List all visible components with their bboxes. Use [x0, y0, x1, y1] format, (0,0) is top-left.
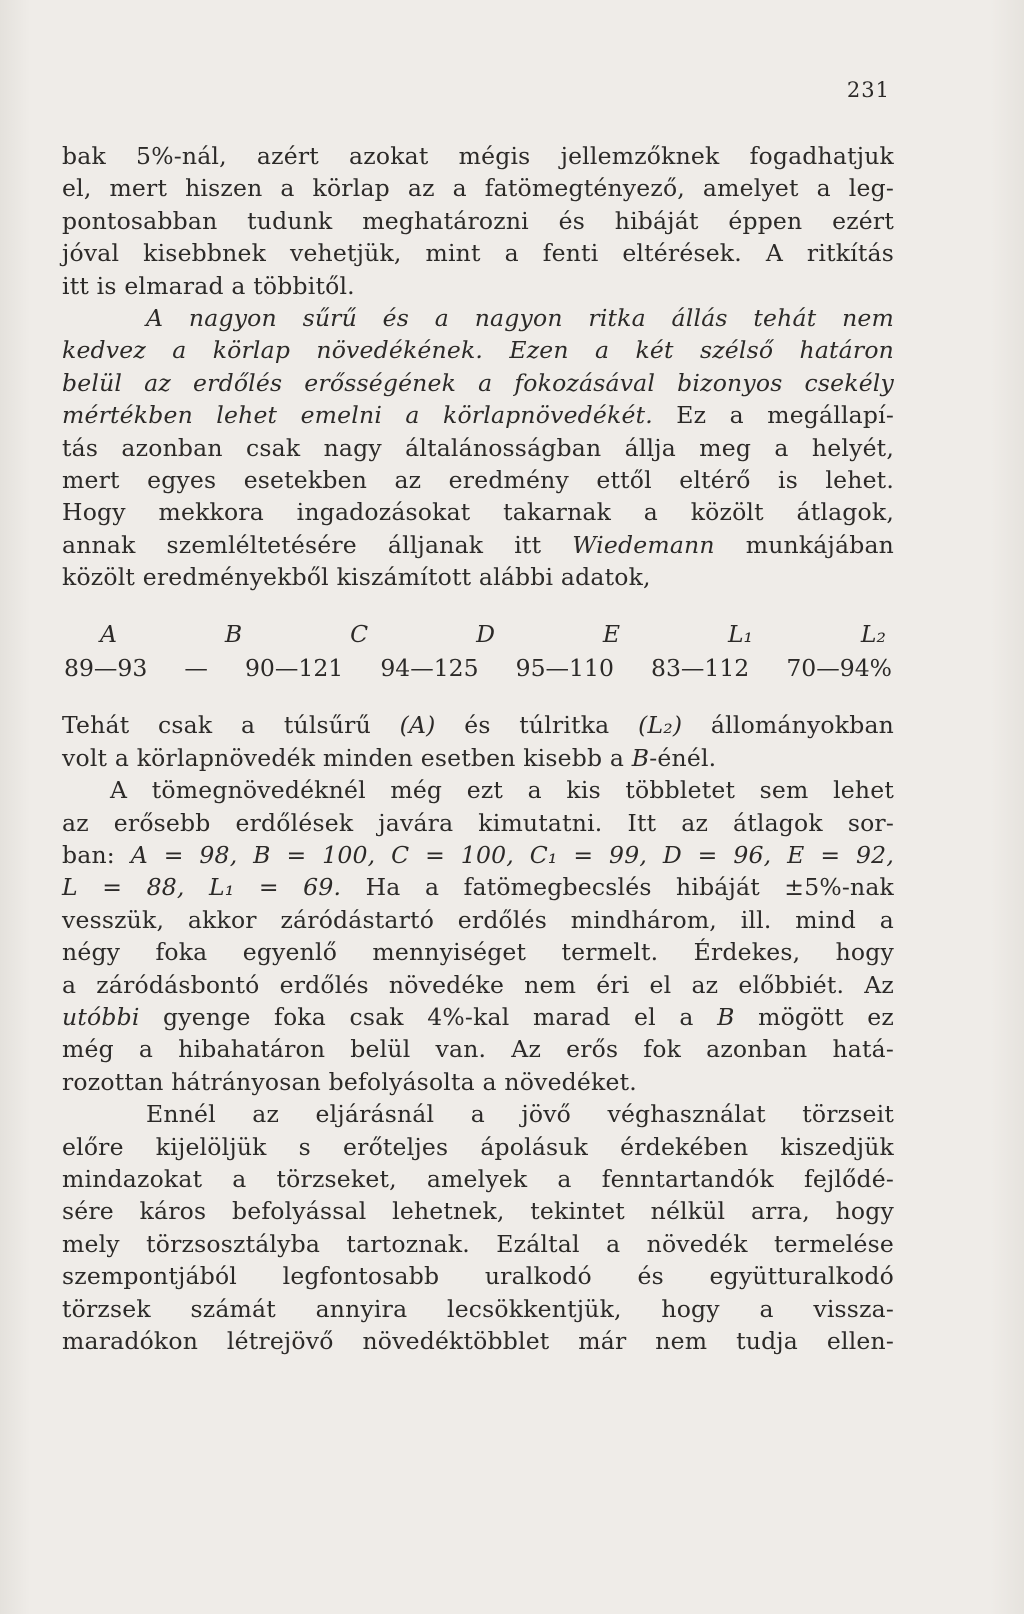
text-line: [62, 871, 894, 903]
text-line: pontosabban tudunk meghatározni és hibáját éppen ezért: [62, 206, 894, 235]
text-line: [62, 709, 894, 741]
table-value-cell: 70—94%: [786, 654, 892, 683]
table-header-cell: B: [224, 620, 243, 649]
table-header-cell: C: [350, 620, 369, 649]
text-line: el, mert hiszen a körlap az a fatömegtényező, amelyet a leg-: [62, 174, 894, 203]
text-line: rozottan hátrányosan befolyásolta a növedéket.: [62, 1067, 637, 1096]
roman-span: volt a körlapnövedék minden esetben kisebb a: [62, 743, 632, 772]
table-value-cell: 89—93: [64, 654, 148, 683]
text-line: sére káros befolyással lehetnek, tekintet nélkül arra, hogy: [62, 1197, 894, 1226]
roman-span: és túlritka: [435, 711, 639, 740]
roman-span: Tehát csak a túlsűrű: [62, 711, 400, 740]
text-line: négy foka egyenlő mennyiséget termelt. Érdekes, hogy: [62, 938, 894, 967]
roman-span: annak szemléltetésére álljanak itt: [62, 530, 573, 559]
text-line: [62, 839, 894, 871]
text-line: bak 5%-nál, azért azokat mégis jellemzőknek fogadhatjuk: [62, 142, 894, 170]
table-value-cell: 90—121: [244, 654, 344, 683]
text-line: törzsek számát annyira lecsökkentjük, hogy a vissza-: [62, 1294, 894, 1323]
roman-span: -énél.: [649, 743, 717, 772]
text-line: mely törzsosztályba tartoznak. Ezáltal a növedék termelése: [62, 1229, 894, 1258]
text-line: még a hibahatáron belül van. Az erős fok azonban hatá-: [62, 1035, 894, 1064]
table-header-cell: L₂: [860, 620, 886, 649]
text-line: Ennél az eljárásnál a jövő véghasználat törzseit: [146, 1100, 894, 1129]
italic-span: (A): [399, 711, 436, 740]
italic-span: utóbbi: [62, 1002, 140, 1031]
table-value-cell: 94—125: [380, 654, 479, 683]
table-value-cell: 95—110: [515, 654, 614, 683]
text-line: [62, 399, 894, 431]
table-value-cell: —: [184, 654, 208, 683]
italic-span: (L₂): [638, 711, 683, 740]
text-line: előre kijelöljük s erőteljes ápolásuk érdekében kiszedjük: [62, 1132, 894, 1161]
text-line: jóval kisebbnek vehetjük, mint a fenti eltérések. A ritkítás: [62, 239, 894, 268]
text-line: mert egyes esetekben az eredmény ettől eltérő is lehet.: [62, 465, 894, 494]
text-line: az erősebb erdőlések javára kimutatni. Itt az átlagok sor-: [62, 808, 894, 837]
page-number: 231: [846, 78, 890, 102]
table-header-row: [62, 617, 894, 651]
text-line: maradókon létrejövő növedéktöbblet már nem tudja ellen-: [62, 1326, 894, 1355]
roman-span: Ez a megállapí-: [652, 401, 894, 430]
body-text: [62, 140, 894, 1357]
table-value-row: [62, 651, 894, 685]
text-line: [62, 529, 894, 561]
text-line: [62, 1001, 894, 1033]
roman-span: gyenge foka csak 4%-kal marad el a: [139, 1002, 718, 1031]
italic-text-line: A nagyon sűrű és a nagyon ritka állás tehát nem: [146, 303, 894, 332]
text-line: közölt eredményekből kiszámított alábbi adatok,: [62, 563, 651, 592]
text-line: tás azonban csak nagy általánosságban állja meg a helyét,: [62, 433, 894, 462]
text-line: A tömegnövedéknél még ezt a kis többletet sem lehet: [110, 776, 894, 805]
text-line: a záródásbontó erdőlés növedéke nem éri el az előbbiét. Az: [62, 970, 894, 999]
italic-span: mértékben lehet emelni a körlapnövedékét.: [62, 401, 653, 430]
table-header-cell: D: [476, 620, 495, 649]
italic-span: B: [631, 743, 650, 772]
text-line: vesszük, akkor záródástartó erdőlés mindhárom, ill. mind a: [62, 905, 894, 934]
roman-span: mögött ez: [734, 1002, 894, 1031]
table-header-cell: A: [100, 620, 117, 649]
italic-text-line: belül az erdőlés erősségének a fokozásával bizonyos csekély: [62, 368, 894, 397]
text-line: Hogy mekkora ingadozásokat takarnak a közölt átlagok,: [62, 498, 894, 527]
table-value-cell: 83—112: [651, 654, 750, 683]
italic-span: B: [717, 1002, 735, 1031]
italic-span: L = 88, L₁ = 69.: [62, 873, 342, 902]
text-line: itt is elmarad a többitől.: [62, 271, 355, 300]
text-line: mindazokat a törzseket, amelyek a fenntartandók fejlődé-: [62, 1164, 894, 1193]
italic-span: A = 98, B = 100, C = 100, C₁ = 99, D = 96, E = 92,: [130, 841, 894, 870]
roman-span: Ha a fatömegbecslés hibáját ±5%-nak: [341, 873, 894, 902]
text-line: [62, 742, 894, 774]
author-name: Wiedemann: [572, 530, 715, 559]
roman-span: munkájában: [714, 530, 895, 559]
text-line: szempontjából legfontosabb uralkodó és együtturalkodó: [62, 1262, 894, 1291]
italic-text-line: kedvez a körlap növedékének. Ezen a két szélső határon: [62, 336, 894, 365]
table-header-cell: L₁: [727, 620, 753, 649]
table-header-cell: E: [602, 620, 620, 649]
roman-span: ban:: [62, 841, 131, 870]
roman-span: állományokban: [682, 711, 895, 740]
